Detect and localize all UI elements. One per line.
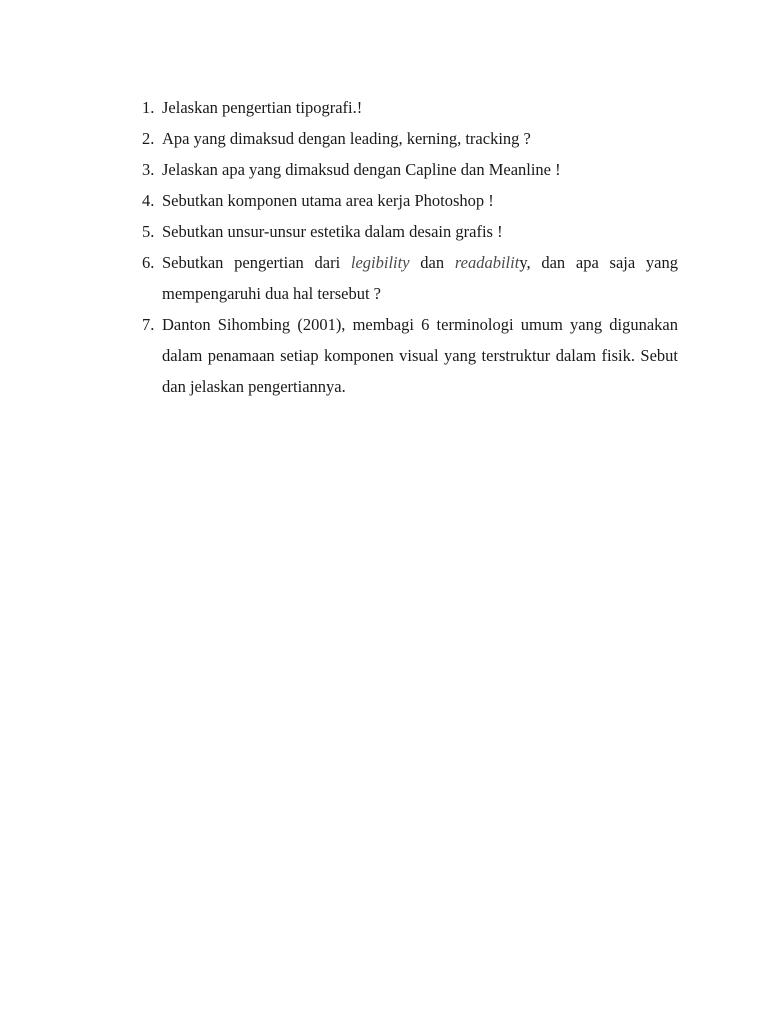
question-number: 3.	[142, 160, 155, 179]
question-1	[142, 92, 678, 123]
question-text	[162, 247, 678, 309]
question-3	[142, 154, 678, 185]
question-text: Apa yang dimaksud dengan leading, kerning, tracking ?	[162, 129, 531, 148]
question-number: 1.	[142, 98, 155, 117]
question-6	[142, 247, 678, 309]
question-text-part: dan	[409, 253, 455, 272]
question-text-part: y, dan apa saja yang mempengaruhi dua hal tersebut ?	[162, 253, 679, 303]
question-text: Jelaskan pengertian tipografi.!	[162, 98, 363, 117]
question-number: 2.	[142, 129, 155, 148]
question-text: Jelaskan apa yang dimaksud dengan Capline dan Meanline !	[162, 160, 561, 179]
question-number: 5.	[142, 222, 155, 241]
question-text: Danton Sihombing (2001), membagi 6 terminologi umum yang digunakan dalam penamaan setiap komponen visual yang terstruktur dalam fisik. Sebut dan jelaskan pengertiannya.	[162, 315, 678, 396]
question-2	[142, 123, 678, 154]
question-text: Sebutkan komponen utama area kerja Photoshop !	[162, 191, 494, 210]
question-7	[142, 309, 678, 402]
question-list	[142, 92, 678, 402]
question-text-part: Sebutkan pengertian dari	[162, 253, 351, 272]
italic-term-legibility: legibility	[350, 253, 410, 272]
question-number: 4.	[142, 191, 155, 210]
question-5	[142, 216, 678, 247]
question-4	[142, 185, 678, 216]
question-number: 7.	[142, 315, 155, 334]
question-number: 6.	[142, 253, 155, 272]
question-text: Sebutkan unsur-unsur estetika dalam desain grafis !	[162, 222, 503, 241]
italic-term-readability: readabilit	[454, 253, 520, 272]
